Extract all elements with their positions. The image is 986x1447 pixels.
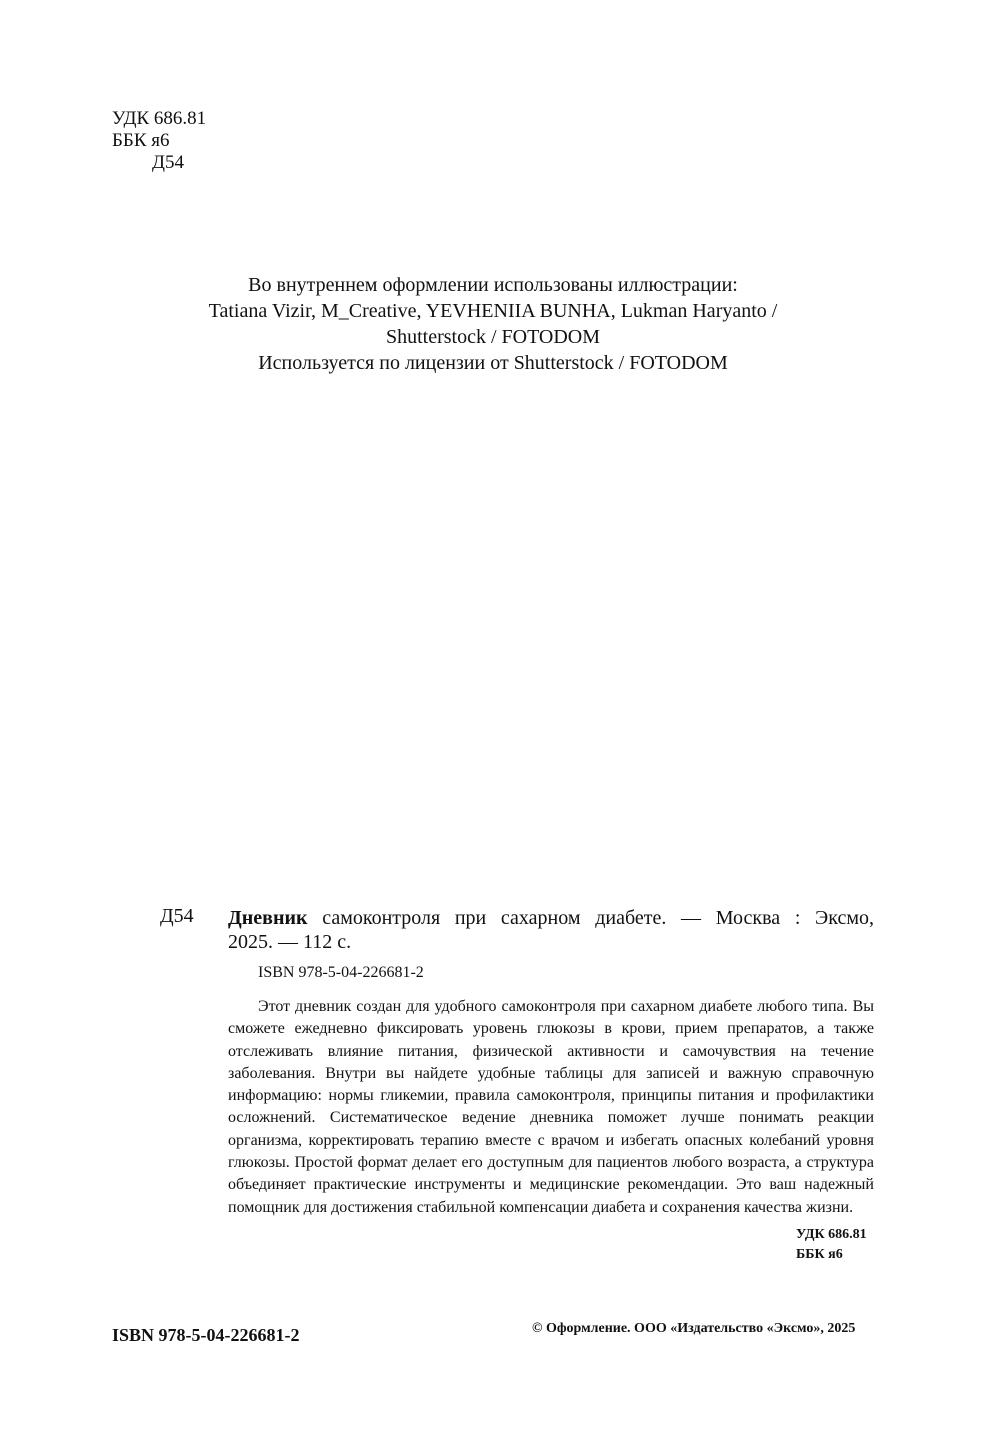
udk-code: УДК 686.81 [796, 1227, 867, 1242]
credits-line: Shutterstock / FOTODOM [385, 326, 601, 348]
classification-block-top [112, 108, 206, 174]
bibliographic-imprint: 2025. — 112 с. [228, 931, 352, 953]
credits-line: Во внутреннем оформлении использованы иллюстрации: [248, 274, 738, 296]
udk-code: УДК 686.81 [112, 108, 207, 129]
annotation-paragraph: Этот дневник создан для удобного самоконтроля при сахарном диабете любого типа. Вы сможете ежедневно фиксировать уровень глюкозы в крови, прием препаратов, а также отслеживать влияние питания, физической активности и самочувствия на течение заболевания. Внутри вы найдете удобные таблицы для записей и важную справочную информацию: нормы гликемии, правила самоконтроля, принципы питания и профилактики осложнений. Систематическое ведение дневника поможет лучше понимать реакции организма, корректировать терапию вместе с врачом и избегать опасных колебаний уровня глюкозы. Простой формат делает его доступным для пациентов любого возраста, а структура объединяет практические инструменты и медицинские рекомендации. Это ваш надежный помощник для достижения стабильной компенсации диабета и сохранения качества жизни. [228, 998, 874, 1216]
bibliographic-isbn: ISBN 978-5-04-226681-2 [258, 964, 424, 981]
bbk-code: ББК я6 [796, 1247, 843, 1262]
book-title-rest: самоконтроля при сахарном диабете. — Москва : Эксмо, [307, 907, 874, 929]
bbk-code: ББК я6 [112, 130, 170, 151]
credits-line: Tatiana Vizir, M_Creative, YEVHENIIA BUNHA, Lukman Haryanto / [208, 300, 778, 322]
illustration-credits [120, 272, 866, 376]
bibliographic-author-mark: Д54 [160, 905, 194, 927]
book-title-bold: Дневник [228, 907, 308, 929]
footer-isbn: ISBN 978-5-04-226681-2 [112, 1325, 300, 1345]
footer-copyright: © Оформление. ООО «Издательство «Эксмо», 2025 [532, 1321, 856, 1336]
author-mark: Д54 [152, 152, 184, 173]
credits-line: Используется по лицензии от Shutterstock / FOTODOM [258, 352, 728, 374]
classification-block-bottom [796, 1225, 867, 1265]
bibliographic-title-line [228, 905, 874, 931]
